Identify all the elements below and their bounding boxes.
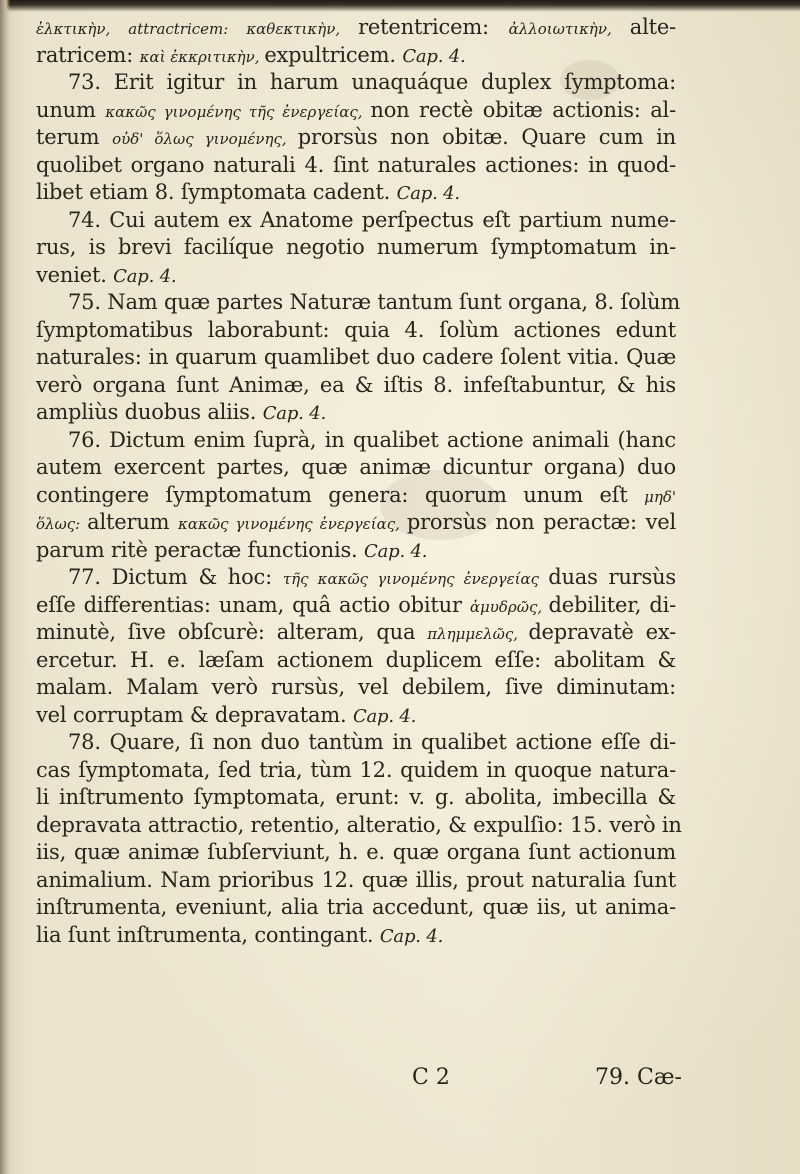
- catchword: 79. Cæ-: [595, 1065, 682, 1090]
- latin-text: non rectè obitæ actionis: al-: [370, 97, 676, 122]
- latin-text: 74. Cui autem ex Anatome perſpectus eſt partium nume-: [68, 207, 676, 232]
- text-line: [36, 702, 676, 730]
- text-line: [36, 922, 676, 950]
- page-top-edge: [0, 0, 800, 12]
- text-line: [36, 317, 676, 345]
- text-line: [36, 509, 676, 537]
- text-line: [36, 344, 676, 372]
- text-line: [36, 867, 676, 895]
- latin-text: expultricem.: [264, 42, 403, 67]
- text-line: [36, 894, 676, 922]
- latin-text: eſſe differentias: unam, quâ actio obitur: [36, 592, 470, 617]
- paragraph-75: [36, 289, 681, 427]
- latin-text: veniet.: [36, 262, 114, 287]
- text-line: [36, 207, 676, 235]
- chapter-reference: Cap. 4.: [402, 45, 466, 67]
- chapter-reference: Cap. 4.: [364, 540, 428, 562]
- latin-text: depravata attractio, retentio, alteratio, & expulſio: 15. verò in: [36, 812, 682, 837]
- greek-term: πλημμελῶς,: [427, 625, 529, 643]
- paragraph-continued: [36, 14, 676, 69]
- greek-term: οὐδ' ὅλως γινομένης,: [112, 130, 298, 148]
- latin-text: 73. Erit igitur in harum unaquáque duplex ſymptoma:: [68, 70, 676, 94]
- text-line: [36, 124, 676, 152]
- latin-text: 75. Nam quæ partes Naturæ tantum ſunt organa, 8. ſolùm: [68, 290, 681, 314]
- latin-text: libet etiam 8. ſymptomata cadent.: [36, 180, 397, 204]
- text-line: [36, 427, 676, 455]
- paragraph-77: [36, 564, 676, 729]
- latin-text: duas rursùs: [548, 565, 676, 589]
- text-line: [36, 399, 676, 427]
- latin-text: minutè, ſive obſcurè: alteram, qua: [36, 620, 428, 644]
- text-line: [36, 839, 676, 867]
- signature-mark: C 2: [412, 1065, 450, 1090]
- text-line: [36, 674, 676, 702]
- paragraph-74: [36, 207, 676, 290]
- latin-text: contingere ſymptomatum genera: quorum unum eſt: [36, 482, 645, 507]
- latin-text: unum: [36, 97, 106, 122]
- text-line: [36, 564, 676, 592]
- page-footer: [0, 1058, 800, 1098]
- main-text: [36, 14, 682, 949]
- text-line: [36, 537, 676, 565]
- latin-text: naturales: in quarum quamlibet duo cadere ſolent vitia. Quæ: [36, 345, 676, 369]
- chapter-reference: Cap. 4.: [396, 183, 460, 204]
- greek-term: καθεκτικὴν,: [246, 20, 359, 38]
- latin-text: ratricem:: [36, 42, 140, 67]
- paragraph-73: [36, 69, 676, 207]
- text-line: [36, 262, 676, 290]
- latin-text: prorsùs non peractæ: vel: [406, 510, 676, 534]
- text-line: [36, 482, 676, 510]
- text-line: [36, 179, 676, 207]
- text-line: [36, 69, 676, 97]
- latin-text: alterum: [87, 510, 179, 534]
- paragraph-76: [36, 427, 676, 565]
- latin-text: 76. Dictum enim ſuprà, in qualibet actione animali (hanc: [68, 427, 676, 452]
- latin-text: alte-: [629, 15, 676, 39]
- latin-text: depravatè ex-: [528, 620, 676, 644]
- text-line: [36, 812, 682, 840]
- chapter-reference: Cap. 4.: [113, 265, 177, 287]
- text-line: [36, 592, 676, 620]
- text-line: [36, 619, 676, 647]
- text-line: [36, 14, 676, 42]
- text-line: [36, 152, 676, 180]
- text-line: [36, 454, 676, 482]
- greek-term: ἑλκτικὴν, attractricem:: [36, 20, 247, 38]
- text-line: [36, 757, 676, 785]
- latin-text: lia ſunt inſtrumenta, contingant.: [36, 922, 380, 947]
- text-line: [36, 289, 681, 317]
- text-line: [36, 647, 676, 675]
- latin-text: malam. Malam verò rursùs, vel debilem, ſive diminutam:: [36, 675, 676, 699]
- latin-text: cas ſymptomata, ſed tria, tùm 12. quidem in quoque natura-: [36, 757, 676, 782]
- latin-text: vel corruptam & depravatam.: [36, 702, 353, 727]
- greek-term: κακῶς γινομένης τῆς ἐνεργείας,: [105, 102, 371, 121]
- latin-text: 77. Dictum & hoc:: [68, 565, 283, 589]
- latin-text: ſymptomatibus laborabunt: quia 4. ſolùm actiones edunt: [36, 317, 676, 342]
- text-line: [36, 784, 676, 812]
- latin-text: inſtrumenta, eveniunt, alia tria accedunt, quæ iis, ut anima-: [36, 895, 676, 919]
- latin-text: 78. Quare, ſi non duo tantùm in qualibet actione eſſe di-: [68, 730, 676, 754]
- latin-text: terum: [36, 125, 113, 149]
- greek-term: κακῶς γινομένης ἐνεργείας,: [178, 515, 407, 533]
- chapter-reference: Cap. 4.: [352, 705, 417, 727]
- page-binding-edge: [0, 0, 10, 1174]
- latin-text: rus, is brevi facilíque negotio numerum ſymptomatum in-: [36, 235, 676, 259]
- paragraph-78: [36, 729, 682, 949]
- chapter-reference: Cap. 4.: [379, 925, 444, 947]
- greek-term: τῆς κακῶς γινομένης ἐνεργείας: [282, 570, 549, 588]
- latin-text: quolibet organo naturali 4. ſint naturales actiones: in quod-: [36, 152, 676, 177]
- latin-text: prorsùs non obitæ. Quare cum in: [297, 125, 676, 149]
- greek-term: ὅλως:: [36, 515, 88, 533]
- text-line: [36, 729, 676, 757]
- latin-text: autem exercent partes, quæ animæ dicuntur organa) duo: [36, 455, 676, 479]
- text-line: [36, 234, 676, 262]
- text-line: [36, 97, 676, 125]
- greek-term: ἀλλοιωτικὴν,: [508, 20, 630, 38]
- text-line: [36, 42, 676, 70]
- greek-term: ἀμυδρῶς,: [469, 597, 549, 616]
- latin-text: verò organa ſunt Animæ, ea & iſtis 8. infeſtabuntur, & his: [36, 372, 676, 397]
- chapter-reference: Cap. 4.: [262, 403, 326, 424]
- latin-text: animalium. Nam prioribus 12. quæ illis, prout naturalia ſunt: [36, 867, 676, 892]
- latin-text: retentricem:: [358, 15, 509, 39]
- text-line: [36, 372, 676, 400]
- latin-text: ampliùs duobus aliis.: [36, 400, 263, 424]
- latin-text: li inſtrumento ſymptomata, erunt: v. g. abolita, imbecilla &: [36, 785, 676, 809]
- latin-text: debiliter, di-: [548, 592, 676, 617]
- latin-text: iis, quæ animæ ſubſerviunt, h. e. quæ organa ſunt actionum: [36, 840, 676, 864]
- greek-term: μηδ': [644, 487, 676, 506]
- latin-text: ercetur. H. e. læſam actionem duplicem eſſe: abolitam &: [36, 647, 676, 672]
- latin-text: parum ritè peractæ functionis.: [36, 537, 365, 562]
- greek-term: καὶ ἐκκριτικὴν,: [139, 47, 265, 66]
